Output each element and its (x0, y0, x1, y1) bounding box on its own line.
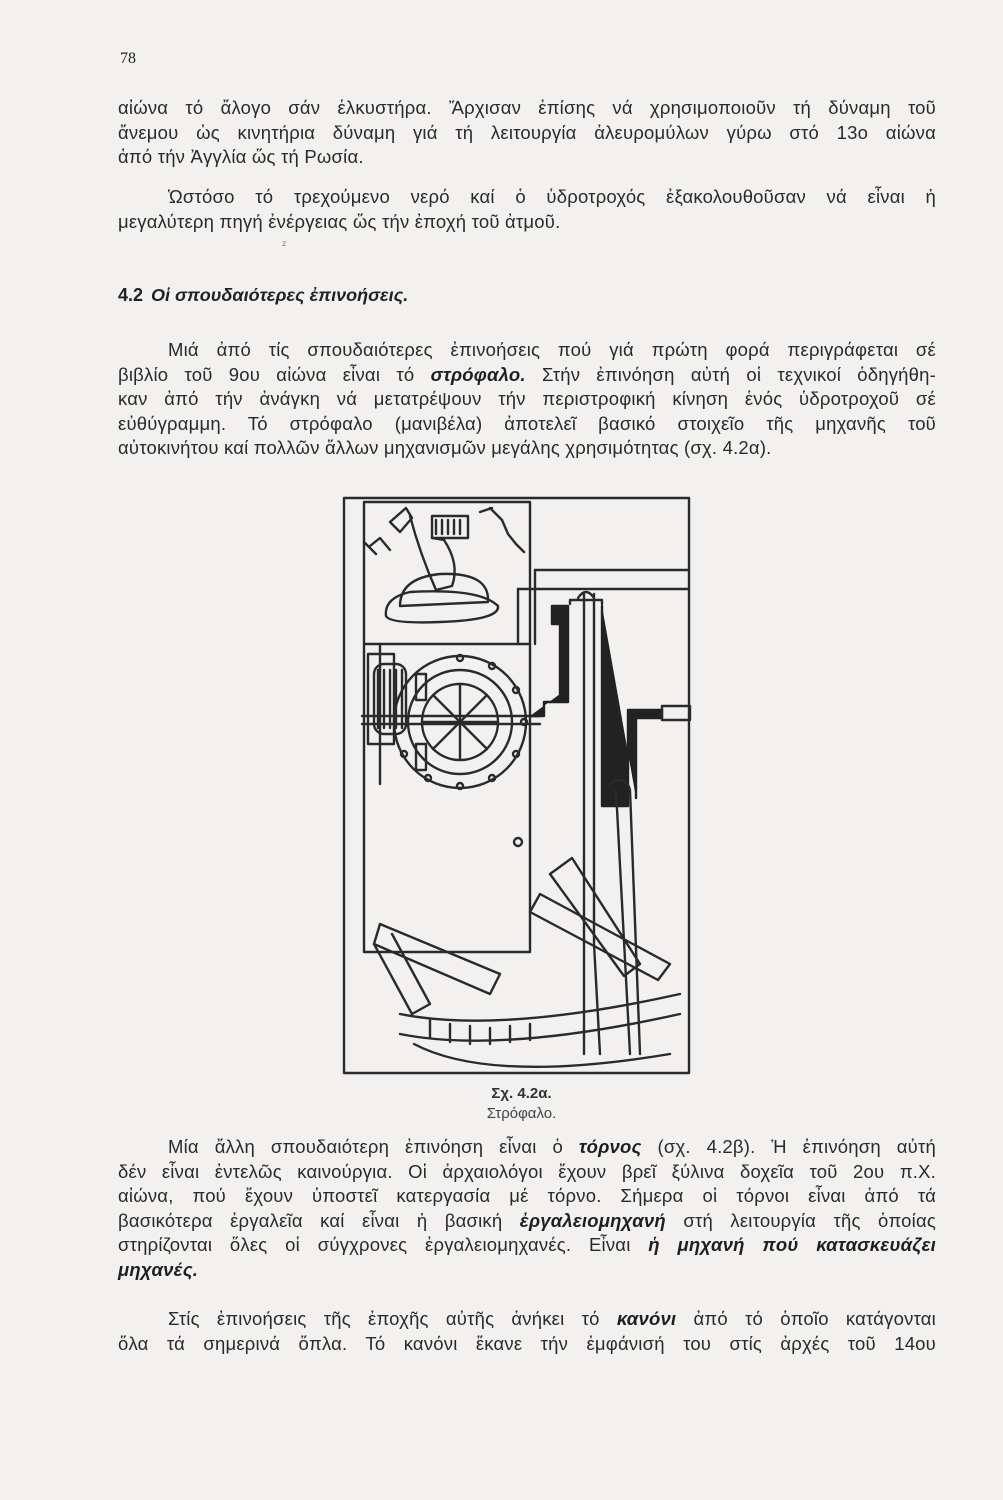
text-line: δέν εἶναι ἐντελῶς καινούργια. Οἱ ἀρχαιολόγοι ἔχουν βρεῖ ξύλινα δοχεῖα τοῦ 2ου π.Χ. (118, 1160, 936, 1182)
text-line: Μιά ἀπό τίς σπουδαιότερες ἐπινοήσεις πού γιά πρώτη φορά περιγράφεται σέ (168, 339, 936, 360)
paragraph-lathe (118, 1135, 936, 1283)
section-title: Οἱ σπουδαιότερες ἐπινοήσεις. (151, 285, 409, 305)
text-line: εὐθύγραμμη. Τό στρόφαλο (μανιβέλα) ἀποτελεῖ βασικό στοιχεῖο τῆς μηχανῆς τοῦ (118, 412, 936, 434)
paragraph-crank (118, 338, 936, 461)
text-line: Μία ἄλλη σπουδαιότερη ἐπινόηση εἶναι ὁ τόρνος (σχ. 4.2β). Ἡ ἐπινόηση αὐτή (168, 1136, 936, 1157)
text-line: ἀπό τήν Ἀγγλία ὥς τή Ρωσία. (118, 146, 364, 168)
text-line: αὐτοκινήτου καί πολλῶν ἄλλων μηχανισμῶν μεγάλης χρησιμότητας (σχ. 4.2α). (118, 437, 772, 459)
text-line: αἰώνα τό ἄλογο σάν ἑλκυστήρα. Ἄρχισαν ἐπίσης νά χρησιμοποιοῦν τή δύναμη τοῦ (118, 97, 936, 118)
page-number: 78 (120, 50, 136, 67)
text-line: βιβλίο τοῦ 9ου αἰώνα εἶναι τό στρόφαλο. Στήν ἐπινόηση αὐτή οἱ τεχνικοί ὁδηγήθη- (118, 363, 936, 385)
term-crank: στρόφαλο. (430, 363, 526, 385)
stray-mark: ᶻ (282, 238, 287, 252)
text-line: καν ἀπό τήν ἀνάγκη νά μετατρέψουν τήν περιστροφική κίνηση ἑνός ὑδροτροχοῦ σέ (118, 388, 936, 410)
term-machine-tool: ἐργαλειομηχανή (519, 1209, 666, 1231)
term-machines: μηχανές. (118, 1258, 199, 1280)
text-line: μεγαλύτερη πηγή ἐνέργειας ὥς τήν ἐποχή τοῦ ἀτμοῦ. (118, 210, 561, 232)
crank-illustration (340, 494, 715, 1079)
section-number: 4.2 (118, 285, 144, 305)
paragraph-cannon (118, 1307, 936, 1356)
text-line: Στίς ἐπινοήσεις τῆς ἐποχῆς αὐτῆς ἀνήκει τό κανόνι ἀπό τό ὁποῖο κατάγονται (168, 1308, 936, 1329)
term-machine-that-makes: ἡ μηχανή πού κατασκευάζει (648, 1234, 936, 1256)
text-line: ὅλα τά σημερινά ὅπλα. Τό κανόνι ἔκανε τήν ἐμφάνισή του στίς ἀρχές τοῦ 14ου (118, 1332, 936, 1354)
paragraph-water-power (118, 185, 936, 234)
text-line: Ὡστόσο τό τρεχούμενο νερό καί ὁ ὑδροτροχός ἐξακολουθοῦσαν νά εἶναι ἡ (168, 186, 936, 207)
paragraph-draft-animals (118, 96, 936, 170)
text-line: στηρίζονται ὅλες οἱ σύγχρονες ἐργαλειομηχανές. Εἶναι ἡ μηχανή πού κατασκευάζει (118, 1234, 936, 1256)
section-heading (118, 285, 408, 306)
figure-title: Στρόφαλο. (486, 1105, 557, 1122)
text-line (118, 1258, 936, 1283)
text-line: αἰώνα, πού ἔχουν ὑποστεῖ κατεργασία μέ τόρνο. Σήμερα οἱ τόρνοι εἶναι ἀπό τά (118, 1185, 936, 1207)
term-lathe: τόρνος (578, 1136, 642, 1157)
figure-label: Σχ. 4.2α. (491, 1085, 552, 1102)
text-line: βασικότερα ἐργαλεῖα καί εἶναι ἡ βασική ἐργαλειομηχανή στή λειτουργία τῆς ὁποίας (118, 1209, 936, 1231)
text-line: ἄνεμου ὡς κινητήρια δύναμη γιά τή λειτουργία ἀλευρομύλων γύρω στό 13ο αἰώνα (118, 121, 936, 143)
term-cannon: κανόνι (616, 1308, 677, 1329)
